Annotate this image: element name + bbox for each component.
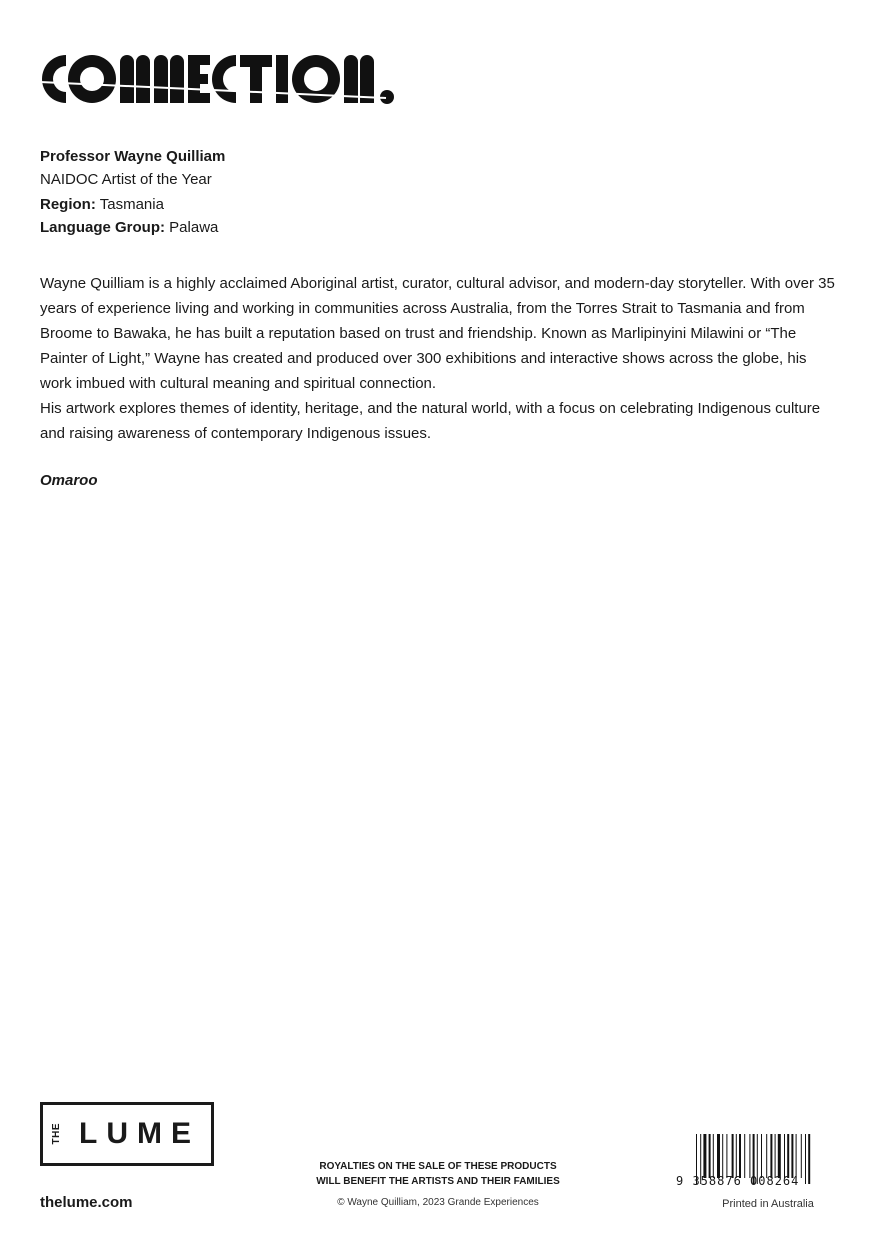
- barcode-bar: [791, 1134, 793, 1178]
- bio-paragraph: His artwork explores themes of identity, heritage, and the natural world, with a focus on celebrating Indigenous culture and raising awareness of contemporary Indigenous issues.: [40, 400, 821, 442]
- lume-logo-word: LUME: [79, 1117, 200, 1150]
- barcode-bar: [796, 1134, 797, 1178]
- barcode-bar: [713, 1134, 714, 1178]
- lume-logo-the: THE: [51, 1123, 62, 1145]
- barcode-bar: [709, 1134, 711, 1178]
- language-value: Palawa: [169, 219, 219, 236]
- artist-biography: [40, 271, 840, 446]
- barcode-bar: [726, 1134, 727, 1178]
- copyright-notice: © Wayne Quilliam, 2023 Grande Experiences: [337, 1197, 539, 1208]
- barcode-bar: [732, 1134, 734, 1178]
- barcode-bar: [766, 1134, 767, 1178]
- barcode-bar: [736, 1134, 737, 1178]
- barcode-bar: [770, 1134, 772, 1178]
- barcode-bar: [775, 1134, 776, 1178]
- artist-name: Professor Wayne Quilliam: [40, 148, 226, 165]
- barcode-number: 9 358876 008264: [676, 1174, 800, 1188]
- barcode-bar: [784, 1134, 785, 1178]
- barcode-bar: [739, 1134, 741, 1178]
- barcode-bar: [744, 1134, 745, 1178]
- artwork-title: Omaroo: [40, 472, 98, 489]
- artist-info: [40, 145, 225, 239]
- artist-title: NAIDOC Artist of the Year: [40, 171, 212, 188]
- barcode-bar: [761, 1134, 762, 1178]
- the-lume-logo: [40, 1102, 214, 1166]
- connection-logo: [40, 50, 400, 108]
- artist-region: [40, 193, 225, 216]
- barcode-bar: [787, 1134, 789, 1178]
- bio-paragraph: Wayne Quilliam is a highly acclaimed Aboriginal artist, curator, cultural advisor, and modern-day storyteller. With over 35 years of experience living and working in communities across Australia, from the Torres Strait to Tasmania and from Broome to Bawaka, he has built a reputation based on trust and friendship. Known as Marlipinyini Milawini or “The Painter of Light,” Wayne has created and produced over 300 exhibitions and interactive shows across the globe, his work imbued with cultural meaning and spiritual connection.: [40, 275, 835, 392]
- website-link[interactable]: thelume.com: [40, 1194, 133, 1211]
- region-value: Tasmania: [99, 196, 164, 213]
- printed-in-label: Printed in Australia: [722, 1198, 814, 1210]
- barcode-bar: [722, 1134, 723, 1178]
- language-label: Language Group:: [40, 219, 165, 236]
- royalties-line: ROYALTIES ON THE SALE OF THESE PRODUCTS: [319, 1161, 557, 1172]
- barcode-bar: [778, 1134, 781, 1178]
- royalties-notice: [302, 1159, 574, 1189]
- barcode-bar: [703, 1134, 706, 1178]
- region-label: Region:: [40, 196, 96, 213]
- barcode-bar: [749, 1134, 750, 1178]
- artist-language-group: [40, 216, 225, 239]
- barcode-bar: [801, 1134, 802, 1178]
- royalties-line: WILL BENEFIT THE ARTISTS AND THEIR FAMILIES: [316, 1176, 560, 1187]
- barcode-bar: [717, 1134, 720, 1178]
